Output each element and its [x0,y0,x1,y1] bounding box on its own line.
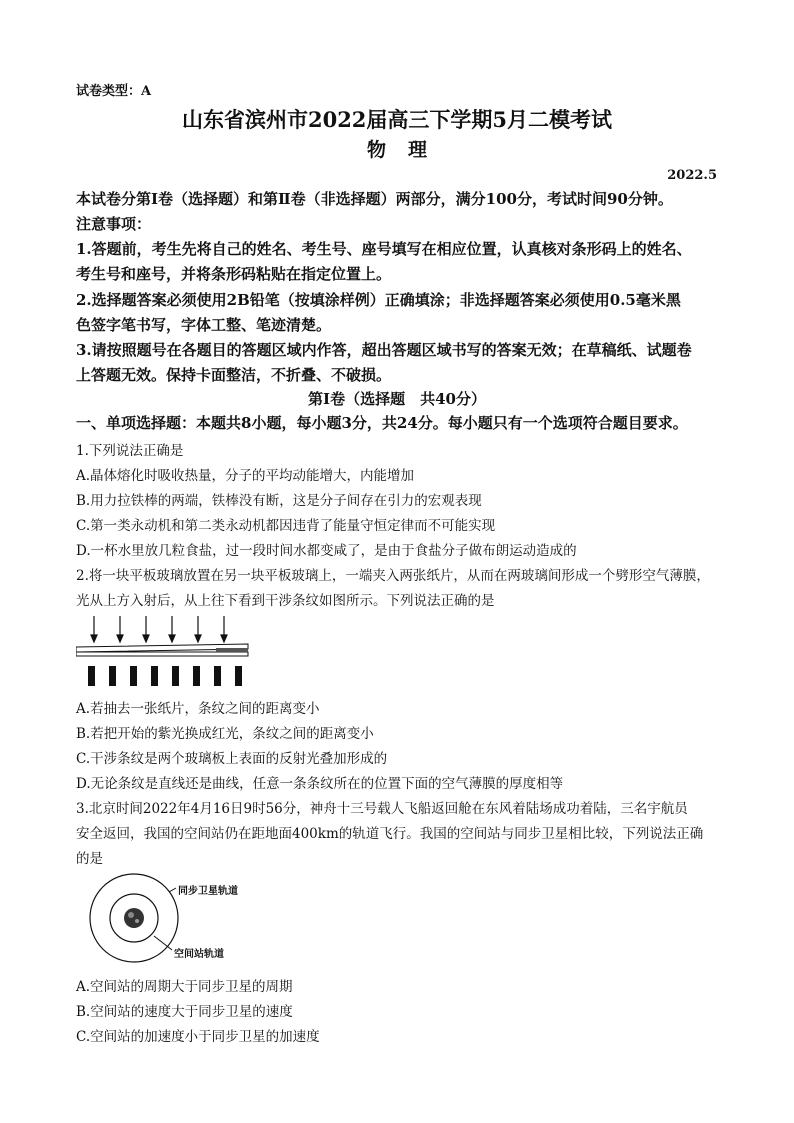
incident-light-arrows [91,616,227,642]
q1-option-c: C.第一类永动机和第二类永动机都因违背了能量守恒定律而不可能实现 [76,518,496,534]
orbit-label-outer: 同步卫星轨道 [178,886,238,897]
notes-title: 注意事项： [76,215,152,233]
q2-option-d: D.无论条纹是直线还是曲线，任意一条条纹所在的位置下面的空气薄膜的厚度相等 [76,776,564,792]
section-heading: 第Ⅰ卷（选择题 共40分） [308,390,486,408]
intro-summary: 本试卷分第Ⅰ卷（选择题）和第Ⅱ卷（非选择题）两部分，满分100分，考试时间90分钟。 [76,190,673,208]
q3-option-a: A.空间站的周期大于同步卫星的周期 [76,979,293,995]
orbit-label-inner: 空间站轨道 [174,949,224,960]
q3-stem-line3: 的是 [76,851,103,867]
q2-option-b: B.若把开始的紫光换成红光，条纹之间的距离变小 [76,726,374,742]
q1-option-b: B.用力拉铁棒的两端，铁棒没有断，这是分子间存在引力的宏观表现 [76,493,482,509]
glass-plates [76,644,248,656]
earth-icon [124,908,144,928]
note-line: 色签字笔书写，字体工整、笔迹清楚。 [76,316,332,334]
q2-option-c: C.干涉条纹是两个玻璃板上表面的反射光叠加形成的 [76,751,388,767]
note-line: 3.请按照题号在各题目的答题区域内作答，超出答题区域书写的答案无效；在草稿纸、试题卷 [76,341,692,359]
q1-option-d: D.一杯水里放几粒食盐，过一段时间水都变咸了，是由于食盐分子做布朗运动造成的 [76,543,577,559]
q3-stem-line1: 3.北京时间2022年4月16日9时56分，神舟十三号载人飞船返回舱在东风着陆场成功着陆，三名宇航员 [76,801,688,817]
q3-option-b: B.空间站的速度大于同步卫星的速度 [76,1004,293,1020]
note-line: 考生号和座号，并将条形码粘贴在指定位置上。 [76,265,392,283]
interference-fringes [88,666,242,686]
note-line: 上答题无效。保持卡面整洁，不折叠、不破损。 [76,366,392,384]
q2-stem-line2: 光从上方入射后，从上往下看到干涉条纹如图所示。下列说法正确的是 [76,593,495,609]
subject-title: 物理 [366,139,449,161]
note-line: 2.选择题答案必须使用2B铅笔（按填涂样例）正确填涂；非选择题答案必须使用0.5毫米黑 [76,291,681,309]
q2-stem-line1: 2.将一块平板玻璃放置在另一块平板玻璃上，一端夹入两张纸片，从而在两玻璃间形成一个劈形空气薄膜， [76,568,710,584]
q2-interference-figure [76,614,256,694]
part-title: 一、单项选择题：本题共8小题，每小题3分，共24分。每小题只有一个选项符合题目要求。 [76,414,688,432]
exam-title: 山东省滨州市2022届高三下学期5月二模考试 [181,107,613,132]
q1-stem: 1.下列说法正确是 [76,443,184,459]
paper-type: 试卷类型：A [76,84,152,99]
note-line: 1.答题前，考生先将自己的姓名、考生号、座号填写在相应位置，认真核对条形码上的姓名、 [76,240,692,258]
q3-option-c: C.空间站的加速度小于同步卫星的加速度 [76,1029,320,1045]
q2-option-a: A.若抽去一张纸片，条纹之间的距离变小 [76,701,320,717]
q1-option-a: A.晶体熔化时吸收热量，分子的平均动能增大，内能增加 [76,468,415,484]
q3-stem-line2: 安全返回，我国的空间站仍在距地面400km的轨道飞行。我国的空间站与同步卫星相比较，下列说法正确 [76,826,704,842]
exam-date: 2022.5 [667,168,717,183]
